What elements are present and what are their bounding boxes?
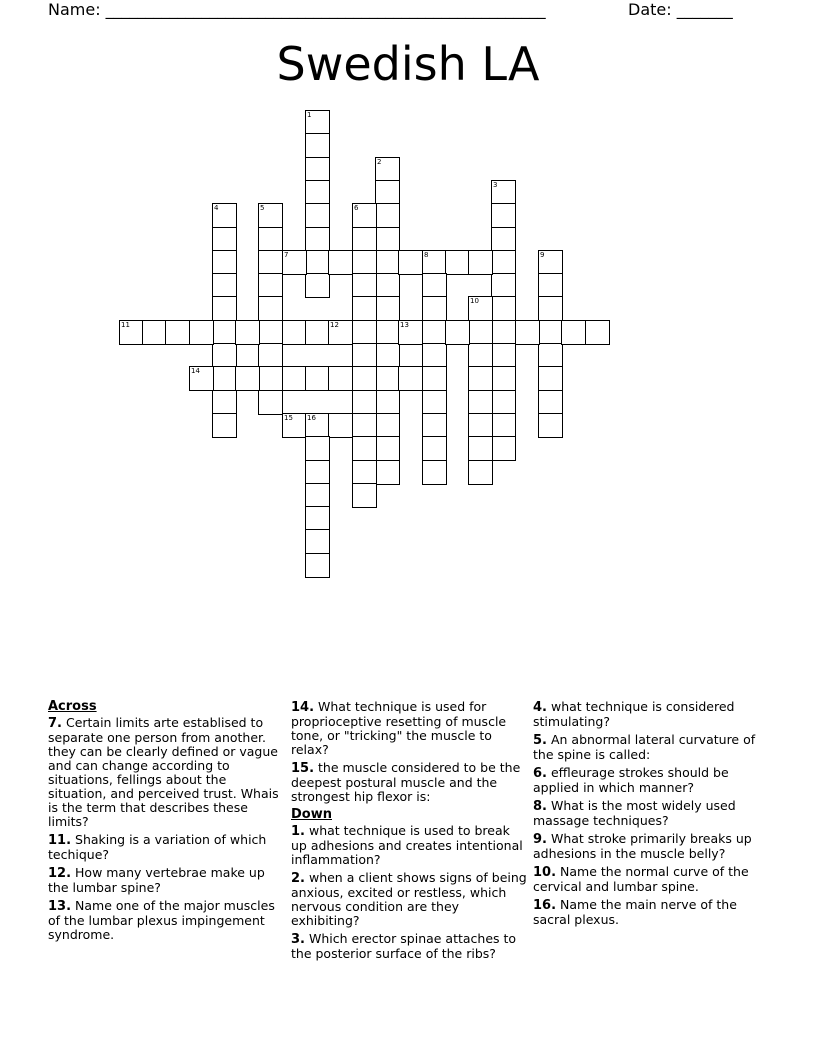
crossword-cell[interactable]: [375, 250, 400, 275]
crossword-cell[interactable]: [375, 227, 400, 252]
crossword-cell[interactable]: [538, 250, 563, 275]
crossword-cell[interactable]: [305, 436, 330, 461]
cell-number: 16: [307, 414, 316, 422]
crossword-cell[interactable]: [515, 320, 540, 345]
crossword-cell[interactable]: [305, 506, 330, 531]
clue-across-13: 13. Name one of the major muscles of the lumbar plexus impingement syndrome.: [48, 898, 275, 942]
clue-across-15: 15. the muscle considered to be the deepest postural muscle and the strongest hip flexor is:: [291, 760, 521, 804]
crossword-cell[interactable]: [468, 296, 493, 321]
crossword-cell[interactable]: [258, 320, 283, 345]
across-heading: Across: [48, 699, 97, 714]
crossword-cell[interactable]: [189, 320, 214, 345]
clue-down-10: 10. Name the normal curve of the cervical and lumbar spine.: [533, 864, 749, 894]
crossword-cell[interactable]: [142, 320, 167, 345]
crossword-cell[interactable]: [468, 366, 493, 391]
crossword-cell[interactable]: [422, 390, 447, 415]
crossword-cell[interactable]: [491, 320, 516, 345]
crossword-cell[interactable]: [398, 366, 423, 391]
clue-down-2: 2. when a client shows signs of being anxious, excited or restless, which nervous condition are they exhibiting?: [291, 870, 527, 928]
cell-number: 13: [400, 321, 409, 329]
crossword-cell[interactable]: [398, 320, 423, 345]
crossword-cell[interactable]: [189, 366, 214, 391]
cell-number: 9: [540, 251, 545, 259]
cell-number: 8: [424, 251, 429, 259]
crossword-cell[interactable]: [468, 413, 493, 438]
cell-number: 11: [121, 321, 130, 329]
cell-number: 2: [377, 158, 382, 166]
crossword-cell[interactable]: [305, 273, 330, 298]
clue-down-9: 9. What stroke primarily breaks up adhesions in the muscle belly?: [533, 831, 752, 861]
crossword-cell[interactable]: [352, 413, 377, 438]
cell-number: 14: [191, 367, 200, 375]
crossword-cell[interactable]: [258, 343, 283, 368]
crossword-cell[interactable]: [468, 320, 493, 345]
crossword-cell[interactable]: [258, 273, 283, 298]
crossword-cell[interactable]: [468, 390, 493, 415]
cell-number: 15: [284, 414, 293, 422]
crossword-cell[interactable]: [305, 320, 330, 345]
cell-number: 10: [470, 297, 479, 305]
crossword-cell[interactable]: [212, 343, 237, 368]
crossword-cell[interactable]: [422, 366, 447, 391]
crossword-cell[interactable]: [165, 320, 190, 345]
clue-across-11: 11. Shaking is a variation of which techique?: [48, 832, 267, 862]
crossword-cell[interactable]: [422, 320, 447, 345]
clue-down-8: 8. What is the most widely used massage techniques?: [533, 798, 736, 828]
clue-down-3: 3. Which erector spinae attaches to the posterior surface of the ribs?: [291, 931, 517, 961]
crossword-cell[interactable]: [328, 320, 353, 345]
crossword-cell[interactable]: [422, 436, 447, 461]
crossword-cell[interactable]: [538, 390, 563, 415]
crossword-cell[interactable]: [375, 157, 400, 182]
crossword-cell[interactable]: [375, 343, 400, 368]
crossword-cell[interactable]: [212, 390, 237, 415]
cell-number: 6: [354, 204, 359, 212]
crossword-cell[interactable]: [305, 483, 330, 508]
crossword-cell[interactable]: [491, 227, 516, 252]
crossword-cell[interactable]: [538, 296, 563, 321]
crossword-cell[interactable]: [491, 180, 516, 205]
crossword-cell[interactable]: [282, 250, 307, 275]
crossword-cell[interactable]: [328, 366, 353, 391]
crossword-cell[interactable]: [352, 296, 377, 321]
crossword-cell[interactable]: [422, 250, 447, 275]
crossword-cell[interactable]: [468, 250, 493, 275]
crossword-cell[interactable]: [422, 343, 447, 368]
crossword-cell[interactable]: [375, 180, 400, 205]
down-heading: Down: [291, 807, 332, 822]
crossword-cell[interactable]: [468, 436, 493, 461]
crossword-cell[interactable]: [375, 273, 400, 298]
crossword-cell[interactable]: [305, 110, 330, 135]
clue-down-4: 4. what technique is considered stimulating?: [533, 699, 735, 729]
crossword-cell[interactable]: [212, 203, 237, 228]
crossword-cell[interactable]: [375, 460, 400, 485]
crossword-cell[interactable]: [328, 413, 353, 438]
crossword-cell[interactable]: [258, 203, 283, 228]
crossword-cell[interactable]: [491, 436, 516, 461]
cell-number: 12: [330, 321, 339, 329]
clues-column-3: [533, 700, 769, 931]
clue-across-14: 14. What technique is used for proprioceptive resetting of muscle tone, or "tricking" the muscle to relax?: [291, 699, 507, 757]
crossword-cell[interactable]: [305, 366, 330, 391]
crossword-cell[interactable]: [422, 296, 447, 321]
crossword-cell[interactable]: [258, 227, 283, 252]
crossword-cell[interactable]: [305, 227, 330, 252]
clue-down-1: 1. what technique is used to break up adhesions and creates intentional inflammation?: [291, 823, 523, 867]
crossword-cell[interactable]: [491, 203, 516, 228]
crossword-cell[interactable]: [282, 366, 307, 391]
crossword-cell[interactable]: [282, 320, 307, 345]
crossword-cell[interactable]: [305, 133, 330, 158]
crossword-cell[interactable]: [352, 320, 377, 345]
crossword-cell[interactable]: [212, 296, 237, 321]
crossword-cell[interactable]: [235, 320, 260, 345]
crossword-cell[interactable]: [258, 250, 283, 275]
crossword-cell[interactable]: [212, 413, 237, 438]
crossword-cell[interactable]: [375, 436, 400, 461]
crossword-cell[interactable]: [491, 343, 516, 368]
crossword-cell[interactable]: [375, 203, 400, 228]
crossword-cell[interactable]: [328, 250, 353, 275]
crossword-cell[interactable]: [212, 273, 237, 298]
clues-column-1: [48, 700, 284, 946]
crossword-cell[interactable]: [468, 460, 493, 485]
crossword-cell[interactable]: [352, 273, 377, 298]
puzzle-title: Swedish LA: [276, 37, 540, 91]
crossword-cell[interactable]: [538, 343, 563, 368]
crossword-cell[interactable]: [491, 413, 516, 438]
crossword-cell[interactable]: [491, 366, 516, 391]
crossword-cell[interactable]: [305, 157, 330, 182]
crossword-cell[interactable]: [538, 366, 563, 391]
crossword-cell[interactable]: [212, 250, 237, 275]
crossword-cell[interactable]: [445, 250, 470, 275]
crossword-cell[interactable]: [119, 320, 144, 345]
crossword-cell[interactable]: [352, 203, 377, 228]
crossword-cell[interactable]: [445, 320, 470, 345]
crossword-cell[interactable]: [305, 250, 330, 275]
crossword-cell[interactable]: [352, 227, 377, 252]
crossword-cell[interactable]: [212, 366, 237, 391]
crossword-cell[interactable]: [375, 320, 400, 345]
crossword-cell[interactable]: [305, 413, 330, 438]
crossword-cell[interactable]: [375, 413, 400, 438]
name-field-label: Name: _______________________________________________________: [48, 0, 546, 19]
crossword-cell[interactable]: [352, 390, 377, 415]
cell-number: 4: [214, 204, 219, 212]
crossword-cell[interactable]: [305, 203, 330, 228]
crossword-cell[interactable]: [235, 366, 260, 391]
crossword-cell[interactable]: [258, 296, 283, 321]
crossword-cell[interactable]: [585, 320, 610, 345]
crossword-cell[interactable]: [282, 413, 307, 438]
clue-down-5: 5. An abnormal lateral curvature of the spine is called:: [533, 732, 756, 762]
crossword-cell[interactable]: [561, 320, 586, 345]
crossword-cell[interactable]: [212, 320, 237, 345]
crossword-cell[interactable]: [422, 273, 447, 298]
crossword-cell[interactable]: [422, 460, 447, 485]
crossword-cell[interactable]: [352, 366, 377, 391]
crossword-cell[interactable]: [212, 227, 237, 252]
crossword-cell[interactable]: [352, 483, 377, 508]
crossword-cell[interactable]: [375, 296, 400, 321]
crossword-cell[interactable]: [538, 413, 563, 438]
crossword-cell[interactable]: [258, 366, 283, 391]
cell-number: 1: [307, 111, 312, 119]
cell-number: 7: [284, 251, 289, 259]
crossword-cell[interactable]: [468, 343, 493, 368]
clue-down-6: 6. effleurage strokes should be applied in which manner?: [533, 765, 729, 795]
crossword-cell[interactable]: [258, 390, 283, 415]
crossword-cell[interactable]: [422, 413, 447, 438]
crossword-cell[interactable]: [305, 553, 330, 578]
cell-number: 3: [493, 181, 498, 189]
crossword-cell[interactable]: [538, 273, 563, 298]
crossword-cell[interactable]: [398, 250, 423, 275]
crossword-cell[interactable]: [305, 460, 330, 485]
crossword-cell[interactable]: [491, 296, 516, 321]
clue-down-16: 16. Name the main nerve of the sacral plexus.: [533, 897, 737, 927]
crossword-cell[interactable]: [538, 320, 563, 345]
crossword-cell[interactable]: [352, 250, 377, 275]
crossword-cell[interactable]: [375, 366, 400, 391]
crossword-cell[interactable]: [352, 436, 377, 461]
crossword-cell[interactable]: [305, 180, 330, 205]
crossword-cell[interactable]: [352, 460, 377, 485]
clue-across-12: 12. How many vertebrae make up the lumbar spine?: [48, 865, 265, 895]
clue-across-7: 7. Certain limits arte establised to separate one person from another. they can be clearly defined or vague and can change according to situations, fellings about the situation, and perceived trust. Whais is the term that describes these limits?: [48, 715, 279, 829]
crossword-cell[interactable]: [352, 343, 377, 368]
cell-number: 5: [260, 204, 265, 212]
crossword-cell[interactable]: [375, 390, 400, 415]
date-field-label: Date: _______: [628, 0, 733, 19]
crossword-cell[interactable]: [491, 390, 516, 415]
clues-column-2: [291, 700, 527, 965]
crossword-cell[interactable]: [491, 250, 516, 275]
crossword-cell[interactable]: [491, 273, 516, 298]
crossword-cell[interactable]: [305, 529, 330, 554]
